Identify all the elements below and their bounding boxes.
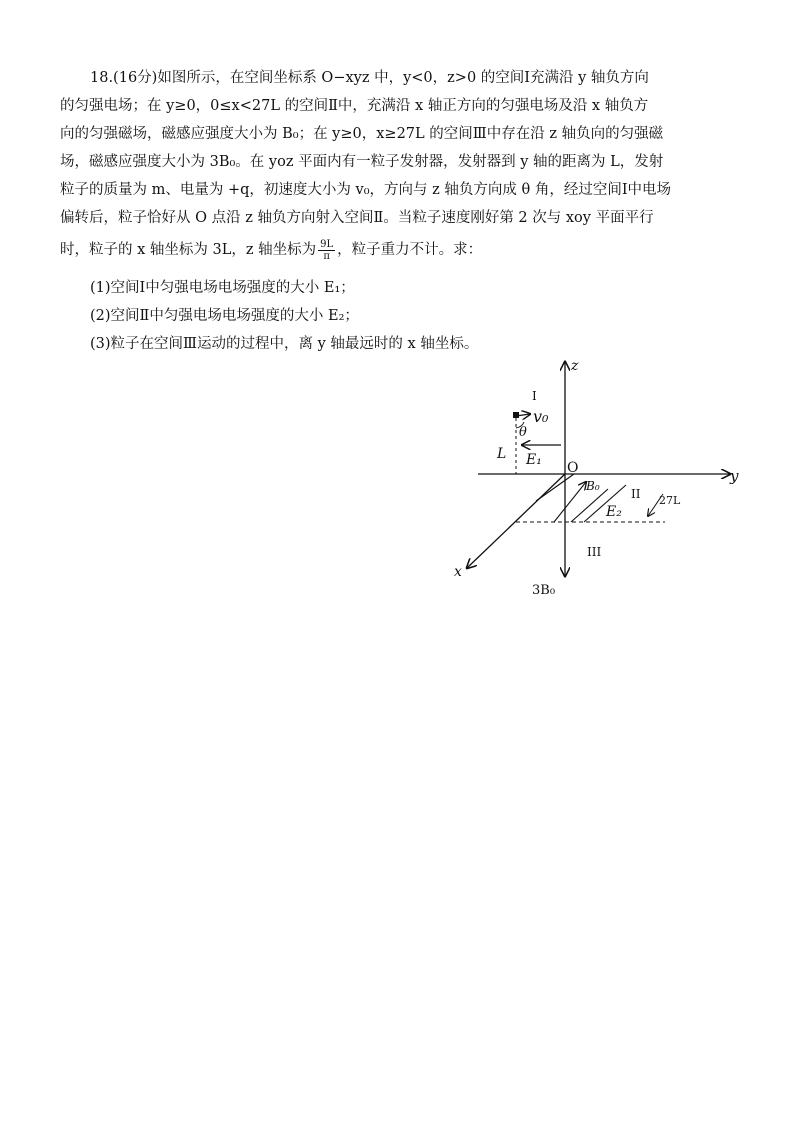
problem-line-3: 向的匀强磁场，磁感应强度大小为 B₀；在 y≥0，x≥27L 的空间Ⅲ中存在沿 z 轴负向的匀强磁 <box>60 126 664 142</box>
z-axis-label: z <box>571 358 579 374</box>
question-3: (3)粒子在空间Ⅲ运动的过程中，离 y 轴最远时的 x 轴坐标。 <box>90 336 479 352</box>
problem-line-4: 场，磁感应强度大小为 3B₀。在 yoz 平面内有一粒子发射器，发射器到 y 轴的距离为 L，发射 <box>60 154 664 170</box>
x-axis <box>467 474 565 568</box>
fraction-9L-over-pi <box>318 239 335 262</box>
v0-label: v₀ <box>533 407 549 426</box>
problem-line-7-after: ，粒子重力不计。求： <box>337 242 483 258</box>
problem-line-7 <box>60 232 750 268</box>
problem-line-6: 偏转后，粒子恰好从 O 点沿 z 轴负方向射入空间Ⅱ。当粒子速度刚好第 2 次与 xoy 平面平行 <box>60 210 654 226</box>
problem-line-5: 粒子的质量为 m、电量为 +q，初速度大小为 v₀，方向与 z 轴负方向成 θ 角，经过空间Ⅰ中电场 <box>60 182 672 198</box>
distance-l-label: L <box>497 446 507 462</box>
region-1-label: I <box>532 389 537 403</box>
b0-arrow <box>554 482 586 522</box>
e1-label: E₁ <box>526 452 542 468</box>
question-2: (2)空间Ⅱ中匀强电场电场强度的大小 E₂； <box>90 308 359 324</box>
coordinate-diagram <box>440 350 760 610</box>
region-2-label: II <box>631 487 641 501</box>
particle-emitter <box>513 412 519 418</box>
b0-label: B₀ <box>586 479 600 493</box>
origin-label: O <box>567 460 579 476</box>
field-line-1 <box>536 474 574 501</box>
label-3b0: 3B₀ <box>532 583 556 598</box>
e2-label: E₂ <box>606 504 622 520</box>
fraction-numerator: 9L <box>320 238 334 250</box>
problem-statement <box>60 64 750 268</box>
x-axis-label: x <box>454 564 462 580</box>
fraction-denominator: π <box>323 250 330 262</box>
question-list <box>90 274 478 358</box>
region-3-label: III <box>587 545 602 559</box>
label-27l: 27L <box>659 494 681 507</box>
problem-line-1: 18.(16分)如图所示，在空间坐标系 O−xyz 中，y<0，z>0 的空间Ⅰ充满沿 y 轴负方向 <box>90 70 649 86</box>
problem-line-2: 的匀强电场；在 y≥0，0≤x<27L 的空间Ⅱ中，充满沿 x 轴正方向的匀强电场及沿 x 轴负方 <box>60 98 649 114</box>
y-axis-label: y <box>730 467 739 485</box>
problem-line-7-before: 时，粒子的 x 轴坐标为 3L，z 轴坐标为 <box>60 242 317 258</box>
question-1: (1)空间Ⅰ中匀强电场电场强度的大小 E₁； <box>90 280 355 296</box>
theta-label: θ <box>519 425 527 440</box>
